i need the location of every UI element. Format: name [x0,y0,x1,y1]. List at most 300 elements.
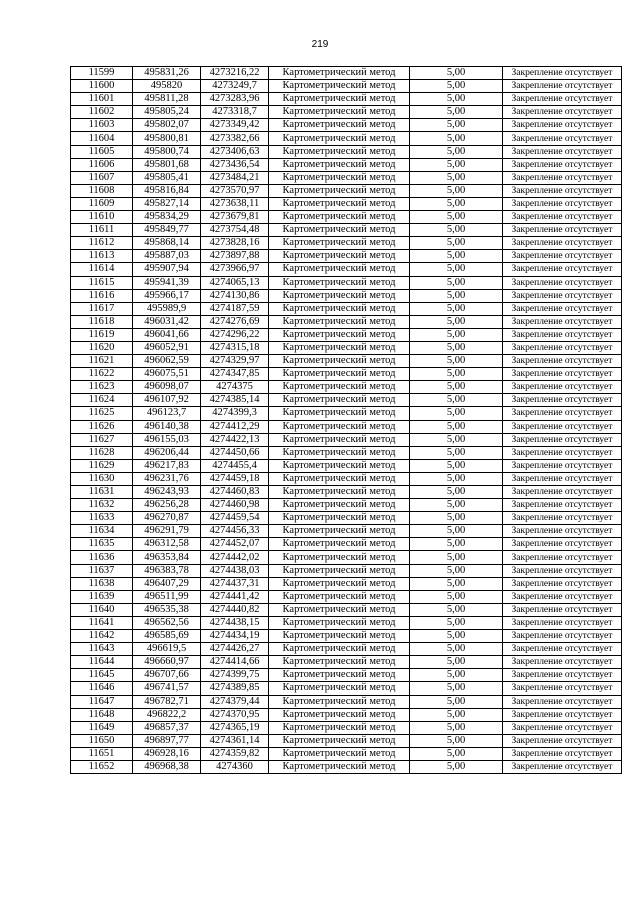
x-coordinate-cell: 495820 [133,80,201,93]
table-row [71,263,622,276]
status-cell: Закрепление отсутствует [503,80,622,93]
accuracy-cell: 5,00 [410,499,503,512]
method-cell: Картометрический метод [269,263,410,276]
status-cell: Закрепление отсутствует [503,93,622,106]
point-number-cell: 11624 [71,394,133,407]
table-row [71,381,622,394]
y-coordinate-cell: 4274426,27 [201,643,269,656]
method-cell: Картометрический метод [269,289,410,302]
method-cell: Картометрический метод [269,708,410,721]
y-coordinate-cell: 4274460,98 [201,499,269,512]
accuracy-cell: 5,00 [410,184,503,197]
x-coordinate-cell: 496140,38 [133,420,201,433]
status-cell: Закрепление отсутствует [503,525,622,538]
status-cell: Закрепление отсутствует [503,420,622,433]
point-number-cell: 11632 [71,499,133,512]
method-cell: Картометрический метод [269,158,410,171]
status-cell: Закрепление отсутствует [503,184,622,197]
x-coordinate-cell: 496041,66 [133,328,201,341]
point-number-cell: 11642 [71,630,133,643]
table-row [71,132,622,145]
table-row [71,80,622,93]
table-row [71,250,622,263]
y-coordinate-cell: 4274456,33 [201,525,269,538]
table-row [71,184,622,197]
method-cell: Картометрический метод [269,643,410,656]
accuracy-cell: 5,00 [410,695,503,708]
method-cell: Картометрический метод [269,721,410,734]
table-row [71,446,622,459]
status-cell: Закрепление отсутствует [503,682,622,695]
accuracy-cell: 5,00 [410,394,503,407]
table-row [71,499,622,512]
point-number-cell: 11636 [71,551,133,564]
y-coordinate-cell: 4274434,19 [201,630,269,643]
method-cell: Картометрический метод [269,132,410,145]
method-cell: Картометрический метод [269,119,410,132]
x-coordinate-cell: 496660,97 [133,656,201,669]
point-number-cell: 11627 [71,433,133,446]
status-cell: Закрепление отсутствует [503,603,622,616]
point-number-cell: 11631 [71,486,133,499]
y-coordinate-cell: 4273754,48 [201,224,269,237]
point-number-cell: 11608 [71,184,133,197]
x-coordinate-cell: 496155,03 [133,433,201,446]
accuracy-cell: 5,00 [410,132,503,145]
table-row [71,486,622,499]
table-row [71,721,622,734]
x-coordinate-cell: 496291,79 [133,525,201,538]
table-row [71,459,622,472]
point-number-cell: 11645 [71,669,133,682]
status-cell: Закрепление отсутствует [503,158,622,171]
status-cell: Закрепление отсутствует [503,368,622,381]
table-row [71,525,622,538]
table-row [71,211,622,224]
x-coordinate-cell: 495834,29 [133,211,201,224]
table-row [71,708,622,721]
accuracy-cell: 5,00 [410,224,503,237]
method-cell: Картометрический метод [269,734,410,747]
x-coordinate-cell: 496075,51 [133,368,201,381]
table-row [71,603,622,616]
method-cell: Картометрический метод [269,394,410,407]
method-cell: Картометрический метод [269,420,410,433]
table-row [71,538,622,551]
method-cell: Картометрический метод [269,525,410,538]
accuracy-cell: 5,00 [410,315,503,328]
point-number-cell: 11644 [71,656,133,669]
point-number-cell: 11638 [71,577,133,590]
point-number-cell: 11621 [71,355,133,368]
y-coordinate-cell: 4274438,03 [201,564,269,577]
y-coordinate-cell: 4274315,18 [201,341,269,354]
accuracy-cell: 5,00 [410,276,503,289]
y-coordinate-cell: 4273283,96 [201,93,269,106]
status-cell: Закрепление отсутствует [503,747,622,760]
method-cell: Картометрический метод [269,106,410,119]
status-cell: Закрепление отсутствует [503,381,622,394]
accuracy-cell: 5,00 [410,760,503,773]
y-coordinate-cell: 4274276,69 [201,315,269,328]
x-coordinate-cell: 495868,14 [133,237,201,250]
x-coordinate-cell: 496585,69 [133,630,201,643]
point-number-cell: 11647 [71,695,133,708]
x-coordinate-cell: 496062,59 [133,355,201,368]
x-coordinate-cell: 496741,57 [133,682,201,695]
y-coordinate-cell: 4274460,83 [201,486,269,499]
accuracy-cell: 5,00 [410,446,503,459]
method-cell: Картометрический метод [269,747,410,760]
accuracy-cell: 5,00 [410,616,503,629]
table-row [71,315,622,328]
point-number-cell: 11646 [71,682,133,695]
y-coordinate-cell: 4274441,42 [201,590,269,603]
table-row [71,158,622,171]
page-number: 219 [311,39,329,50]
y-coordinate-cell: 4274359,82 [201,747,269,760]
x-coordinate-cell: 496098,07 [133,381,201,394]
status-cell: Закрепление отсутствует [503,643,622,656]
accuracy-cell: 5,00 [410,577,503,590]
y-coordinate-cell: 4274414,66 [201,656,269,669]
point-number-cell: 11628 [71,446,133,459]
method-cell: Картометрический метод [269,93,410,106]
x-coordinate-cell: 496123,7 [133,407,201,420]
table-row [71,551,622,564]
point-number-cell: 11619 [71,328,133,341]
accuracy-cell: 5,00 [410,341,503,354]
y-coordinate-cell: 4274389,85 [201,682,269,695]
accuracy-cell: 5,00 [410,433,503,446]
method-cell: Картометрический метод [269,80,410,93]
table-row [71,734,622,747]
point-number-cell: 11617 [71,302,133,315]
method-cell: Картометрический метод [269,564,410,577]
status-cell: Закрепление отсутствует [503,132,622,145]
accuracy-cell: 5,00 [410,682,503,695]
x-coordinate-cell: 496353,84 [133,551,201,564]
y-coordinate-cell: 4274130,86 [201,289,269,302]
point-number-cell: 11601 [71,93,133,106]
y-coordinate-cell: 4274347,85 [201,368,269,381]
y-coordinate-cell: 4273570,97 [201,184,269,197]
method-cell: Картометрический метод [269,695,410,708]
status-cell: Закрепление отсутствует [503,669,622,682]
method-cell: Картометрический метод [269,577,410,590]
x-coordinate-cell: 496619,5 [133,643,201,656]
table-row [71,420,622,433]
point-number-cell: 11622 [71,368,133,381]
y-coordinate-cell: 4274361,14 [201,734,269,747]
x-coordinate-cell: 495801,68 [133,158,201,171]
point-number-cell: 11605 [71,145,133,158]
status-cell: Закрепление отсутствует [503,341,622,354]
point-number-cell: 11626 [71,420,133,433]
method-cell: Картометрический метод [269,197,410,210]
method-cell: Картометрический метод [269,760,410,773]
y-coordinate-cell: 4274399,3 [201,407,269,420]
y-coordinate-cell: 4274385,14 [201,394,269,407]
point-number-cell: 11599 [71,67,133,80]
table-row [71,224,622,237]
table-row [71,643,622,656]
method-cell: Картометрический метод [269,302,410,315]
status-cell: Закрепление отсутствует [503,302,622,315]
y-coordinate-cell: 4273216,22 [201,67,269,80]
method-cell: Картометрический метод [269,145,410,158]
point-number-cell: 11603 [71,119,133,132]
point-number-cell: 11637 [71,564,133,577]
x-coordinate-cell: 495805,24 [133,106,201,119]
point-number-cell: 11602 [71,106,133,119]
method-cell: Картометрический метод [269,551,410,564]
status-cell: Закрепление отсутствует [503,734,622,747]
accuracy-cell: 5,00 [410,525,503,538]
x-coordinate-cell: 495887,03 [133,250,201,263]
y-coordinate-cell: 4273249,7 [201,80,269,93]
x-coordinate-cell: 496511,99 [133,590,201,603]
status-cell: Закрепление отсутствует [503,67,622,80]
y-coordinate-cell: 4274379,44 [201,695,269,708]
accuracy-cell: 5,00 [410,80,503,93]
x-coordinate-cell: 496383,78 [133,564,201,577]
y-coordinate-cell: 4274365,19 [201,721,269,734]
method-cell: Картометрический метод [269,368,410,381]
accuracy-cell: 5,00 [410,734,503,747]
y-coordinate-cell: 4273638,11 [201,197,269,210]
status-cell: Закрепление отсутствует [503,289,622,302]
status-cell: Закрепление отсутствует [503,551,622,564]
accuracy-cell: 5,00 [410,211,503,224]
table-row [71,577,622,590]
x-coordinate-cell: 496052,91 [133,341,201,354]
point-number-cell: 11604 [71,132,133,145]
point-number-cell: 11613 [71,250,133,263]
status-cell: Закрепление отсутствует [503,171,622,184]
status-cell: Закрепление отсутствует [503,472,622,485]
method-cell: Картометрический метод [269,433,410,446]
point-number-cell: 11616 [71,289,133,302]
table-row [71,289,622,302]
point-number-cell: 11611 [71,224,133,237]
y-coordinate-cell: 4274440,82 [201,603,269,616]
y-coordinate-cell: 4274399,75 [201,669,269,682]
point-number-cell: 11614 [71,263,133,276]
x-coordinate-cell: 496822,2 [133,708,201,721]
x-coordinate-cell: 496256,28 [133,499,201,512]
table-row [71,171,622,184]
x-coordinate-cell: 496968,38 [133,760,201,773]
point-number-cell: 11615 [71,276,133,289]
accuracy-cell: 5,00 [410,538,503,551]
status-cell: Закрепление отсутствует [503,407,622,420]
status-cell: Закрепление отсутствует [503,237,622,250]
table-row [71,276,622,289]
method-cell: Картометрический метод [269,538,410,551]
table-row [71,145,622,158]
y-coordinate-cell: 4273349,42 [201,119,269,132]
status-cell: Закрепление отсутствует [503,224,622,237]
status-cell: Закрепление отсутствует [503,577,622,590]
accuracy-cell: 5,00 [410,171,503,184]
y-coordinate-cell: 4274187,59 [201,302,269,315]
x-coordinate-cell: 495831,26 [133,67,201,80]
method-cell: Картометрический метод [269,276,410,289]
status-cell: Закрепление отсутствует [503,760,622,773]
status-cell: Закрепление отсутствует [503,276,622,289]
y-coordinate-cell: 4274360 [201,760,269,773]
method-cell: Картометрический метод [269,237,410,250]
status-cell: Закрепление отсутствует [503,355,622,368]
x-coordinate-cell: 495805,41 [133,171,201,184]
method-cell: Картометрический метод [269,407,410,420]
x-coordinate-cell: 495941,39 [133,276,201,289]
accuracy-cell: 5,00 [410,368,503,381]
accuracy-cell: 5,00 [410,302,503,315]
accuracy-cell: 5,00 [410,197,503,210]
accuracy-cell: 5,00 [410,289,503,302]
accuracy-cell: 5,00 [410,721,503,734]
y-coordinate-cell: 4273484,21 [201,171,269,184]
accuracy-cell: 5,00 [410,486,503,499]
accuracy-cell: 5,00 [410,643,503,656]
y-coordinate-cell: 4274452,07 [201,538,269,551]
x-coordinate-cell: 495907,94 [133,263,201,276]
table-row [71,197,622,210]
status-cell: Закрепление отсутствует [503,433,622,446]
point-number-cell: 11623 [71,381,133,394]
status-cell: Закрепление отсутствует [503,499,622,512]
method-cell: Картометрический метод [269,656,410,669]
status-cell: Закрепление отсутствует [503,106,622,119]
x-coordinate-cell: 496243,93 [133,486,201,499]
point-number-cell: 11650 [71,734,133,747]
method-cell: Картометрический метод [269,446,410,459]
point-number-cell: 11630 [71,472,133,485]
accuracy-cell: 5,00 [410,551,503,564]
point-number-cell: 11640 [71,603,133,616]
status-cell: Закрепление отсутствует [503,250,622,263]
status-cell: Закрепление отсутствует [503,538,622,551]
table-row [71,669,622,682]
table-row [71,472,622,485]
status-cell: Закрепление отсутствует [503,721,622,734]
accuracy-cell: 5,00 [410,158,503,171]
accuracy-cell: 5,00 [410,145,503,158]
accuracy-cell: 5,00 [410,420,503,433]
x-coordinate-cell: 495800,74 [133,145,201,158]
method-cell: Картометрический метод [269,486,410,499]
point-number-cell: 11649 [71,721,133,734]
x-coordinate-cell: 496217,83 [133,459,201,472]
y-coordinate-cell: 4274442,02 [201,551,269,564]
method-cell: Картометрический метод [269,630,410,643]
point-number-cell: 11600 [71,80,133,93]
accuracy-cell: 5,00 [410,472,503,485]
table-row [71,237,622,250]
table-row [71,368,622,381]
y-coordinate-cell: 4273828,16 [201,237,269,250]
method-cell: Картометрический метод [269,603,410,616]
x-coordinate-cell: 496782,71 [133,695,201,708]
x-coordinate-cell: 496857,37 [133,721,201,734]
x-coordinate-cell: 496031,42 [133,315,201,328]
accuracy-cell: 5,00 [410,93,503,106]
point-number-cell: 11634 [71,525,133,538]
y-coordinate-cell: 4274437,31 [201,577,269,590]
status-cell: Закрепление отсутствует [503,695,622,708]
y-coordinate-cell: 4273406,63 [201,145,269,158]
point-number-cell: 11618 [71,315,133,328]
y-coordinate-cell: 4274370,95 [201,708,269,721]
status-cell: Закрепление отсутствует [503,315,622,328]
x-coordinate-cell: 495966,17 [133,289,201,302]
accuracy-cell: 5,00 [410,250,503,263]
table-row [71,682,622,695]
accuracy-cell: 5,00 [410,603,503,616]
method-cell: Картометрический метод [269,459,410,472]
accuracy-cell: 5,00 [410,381,503,394]
point-number-cell: 11625 [71,407,133,420]
table-row [71,328,622,341]
accuracy-cell: 5,00 [410,747,503,760]
point-number-cell: 11643 [71,643,133,656]
method-cell: Картометрический метод [269,472,410,485]
x-coordinate-cell: 495827,14 [133,197,201,210]
y-coordinate-cell: 4273318,7 [201,106,269,119]
method-cell: Картометрический метод [269,328,410,341]
status-cell: Закрепление отсутствует [503,616,622,629]
y-coordinate-cell: 4273382,66 [201,132,269,145]
accuracy-cell: 5,00 [410,67,503,80]
point-number-cell: 11607 [71,171,133,184]
status-cell: Закрепление отсутствует [503,394,622,407]
coordinates-table-body [71,67,622,774]
method-cell: Картометрический метод [269,67,410,80]
status-cell: Закрепление отсутствует [503,708,622,721]
method-cell: Картометрический метод [269,616,410,629]
accuracy-cell: 5,00 [410,355,503,368]
accuracy-cell: 5,00 [410,263,503,276]
point-number-cell: 11610 [71,211,133,224]
y-coordinate-cell: 4273436,54 [201,158,269,171]
accuracy-cell: 5,00 [410,564,503,577]
method-cell: Картометрический метод [269,171,410,184]
status-cell: Закрепление отсутствует [503,446,622,459]
status-cell: Закрепление отсутствует [503,145,622,158]
y-coordinate-cell: 4274422,13 [201,433,269,446]
y-coordinate-cell: 4274459,18 [201,472,269,485]
accuracy-cell: 5,00 [410,656,503,669]
y-coordinate-cell: 4274296,22 [201,328,269,341]
table-row [71,616,622,629]
y-coordinate-cell: 4274450,66 [201,446,269,459]
status-cell: Закрепление отсутствует [503,656,622,669]
method-cell: Картометрический метод [269,499,410,512]
method-cell: Картометрический метод [269,250,410,263]
status-cell: Закрепление отсутствует [503,197,622,210]
method-cell: Картометрический метод [269,590,410,603]
y-coordinate-cell: 4273966,97 [201,263,269,276]
status-cell: Закрепление отсутствует [503,630,622,643]
method-cell: Картометрический метод [269,224,410,237]
x-coordinate-cell: 496270,87 [133,512,201,525]
accuracy-cell: 5,00 [410,459,503,472]
status-cell: Закрепление отсутствует [503,512,622,525]
status-cell: Закрепление отсутствует [503,590,622,603]
accuracy-cell: 5,00 [410,708,503,721]
